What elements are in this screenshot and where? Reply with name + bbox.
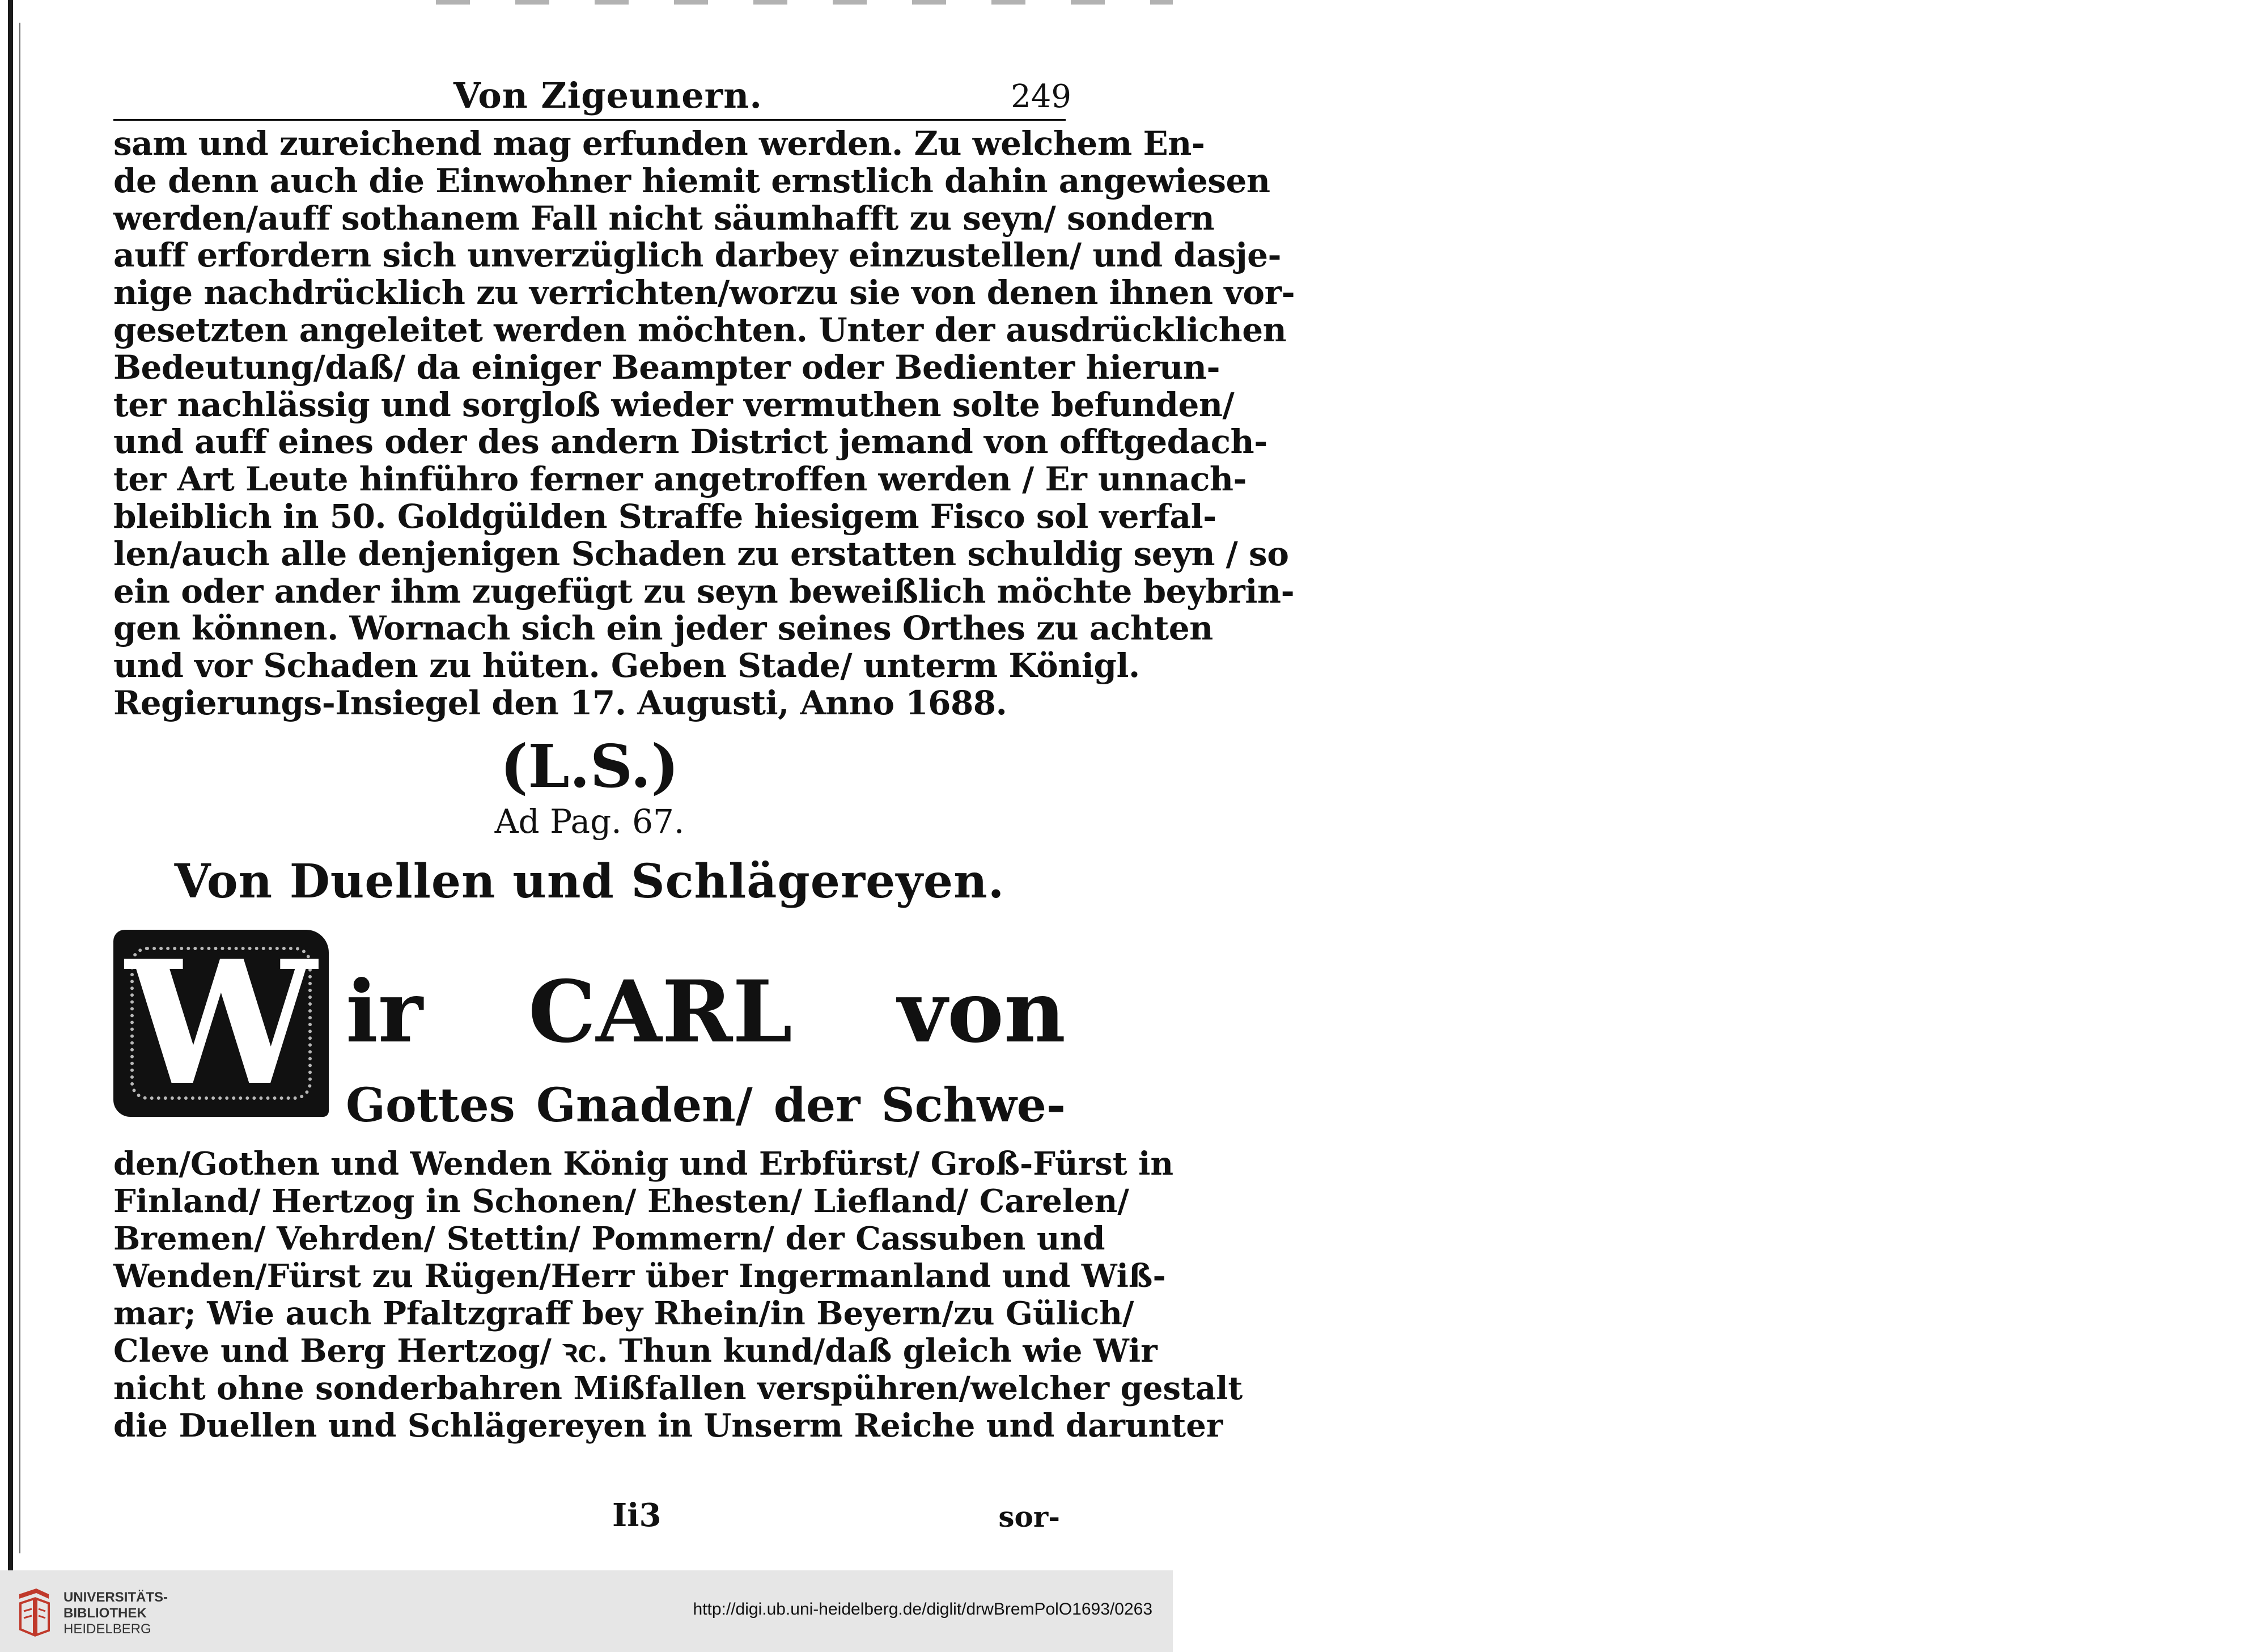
text-line: sam und zureichend mag erfunden werden. Zu welchem En- xyxy=(113,124,1205,163)
decree-word: ir xyxy=(346,961,423,1062)
text-line: de denn auch die Einwohner hiemit ernstlich dahin angewiesen xyxy=(113,161,1270,200)
permalink-url[interactable]: http://digi.ub.uni-heidelberg.de/diglit/drwBremPolO1693/0263 xyxy=(693,1600,1152,1619)
text-line: werden/auff sothanem Fall nicht säumhafft zu seyn/ sondern xyxy=(113,198,1215,238)
text-line: len/auch alle denjenigen Schaden zu erstatten schuldig seyn / so xyxy=(113,534,1289,573)
seal-mark: (L.S.) xyxy=(500,731,679,801)
decree-text xyxy=(113,1145,1243,1445)
decree-second-line xyxy=(346,1077,1066,1134)
page-foot xyxy=(113,1497,1066,1536)
decree-line: mar; Wie auch Pfaltzgraff bey Rhein/in Beyern/zu Gülich/ xyxy=(113,1294,1134,1332)
text-line: gen können. Wornach sich ein jeder seines Orthes zu achten xyxy=(113,609,1213,648)
catchword: sor- xyxy=(998,1500,1060,1534)
page-number: 249 xyxy=(1011,78,1071,115)
library-footer xyxy=(0,1570,1173,1652)
decree-line: den/Gothen und Wenden König und Erbfürst/ Groß-Fürst in xyxy=(113,1145,1174,1183)
decree-word: CARL xyxy=(528,961,792,1062)
library-name-line: HEIDELBERG xyxy=(63,1621,151,1637)
running-title: Von Zigeunern. xyxy=(453,75,762,116)
body-text xyxy=(113,124,1295,722)
decree-line: Wenden/Fürst zu Rügen/Herr über Ingermanland und Wiß- xyxy=(113,1257,1166,1295)
library-name xyxy=(63,1590,168,1637)
text-line: ein oder ander ihm zugefügt zu seyn beweißlich möchte beybrin- xyxy=(113,571,1295,611)
text-line: auff erfordern sich unverzüglich darbey einzustellen/ und dasje- xyxy=(113,236,1282,275)
scan-edge xyxy=(8,0,13,1570)
book-page xyxy=(113,68,1295,1497)
text-line: ter Art Leute hinführo ferner angetroffen werden / Er unnach- xyxy=(113,460,1247,499)
signature-mark: Ii3 xyxy=(612,1497,662,1534)
decree-word: Schwe- xyxy=(881,1078,1066,1133)
decree-line: Finland/ Hertzog in Schonen/ Ehesten/ Liefland/ Carelen/ xyxy=(113,1182,1129,1220)
scan-edge-shadow xyxy=(19,23,20,1553)
decree-line: die Duellen und Schlägereyen in Unserm Reiche und darunter xyxy=(113,1407,1223,1445)
text-line: Regierungs-Insiegel den 17. Augusti, Anno 1688. xyxy=(113,683,1007,722)
text-line: und vor Schaden zu hüten. Geben Stade/ unterm Königl. xyxy=(113,646,1140,685)
library-logo-icon xyxy=(16,1586,52,1637)
text-line: ter nachlässig und sorgloß wieder vermuthen solte befunden/ xyxy=(113,385,1235,424)
library-name-line: BIBLIOTHEK xyxy=(63,1606,147,1621)
section-heading: Von Duellen und Schlägereyen. xyxy=(174,854,1005,909)
decree-block xyxy=(113,922,1243,1497)
library-name-line: UNIVERSITÄTS- xyxy=(63,1590,168,1605)
text-line: Bedeutung/daß/ da einiger Beampter oder Bedienter hierun- xyxy=(113,348,1220,387)
decree-word: der xyxy=(773,1078,860,1133)
text-line: gesetzten angeleitet werden möchten. Unter der ausdrücklichen xyxy=(113,310,1287,349)
text-line: und auff eines oder des andern District jemand von offtgedach- xyxy=(113,422,1267,461)
running-head xyxy=(113,68,1071,121)
ornamental-initial: W xyxy=(113,930,329,1117)
decree-line: Cleve und Berg Hertzog/ ꝛc. Thun kund/daß gleich wie Wir xyxy=(113,1332,1158,1370)
decree-line: nicht ohne sonderbahren Mißfallen verspühren/welcher gestalt xyxy=(113,1369,1243,1407)
decree-word: Gnaden/ xyxy=(536,1078,753,1133)
page-reference: Ad Pag. 67. xyxy=(494,802,685,841)
decree-word: Gottes xyxy=(346,1078,515,1133)
decree-line: Bremen/ Vehrden/ Stettin/ Pommern/ der Cassuben und xyxy=(113,1219,1105,1257)
text-line: nige nachdrücklich zu verrichten/worzu sie von denen ihnen vor- xyxy=(113,273,1295,312)
decree-word: von xyxy=(897,961,1066,1062)
text-line: bleiblich in 50. Goldgülden Straffe hiesigem Fisco sol verfal- xyxy=(113,497,1216,536)
scan-specks xyxy=(436,0,1173,5)
decree-opening xyxy=(346,961,1066,1062)
